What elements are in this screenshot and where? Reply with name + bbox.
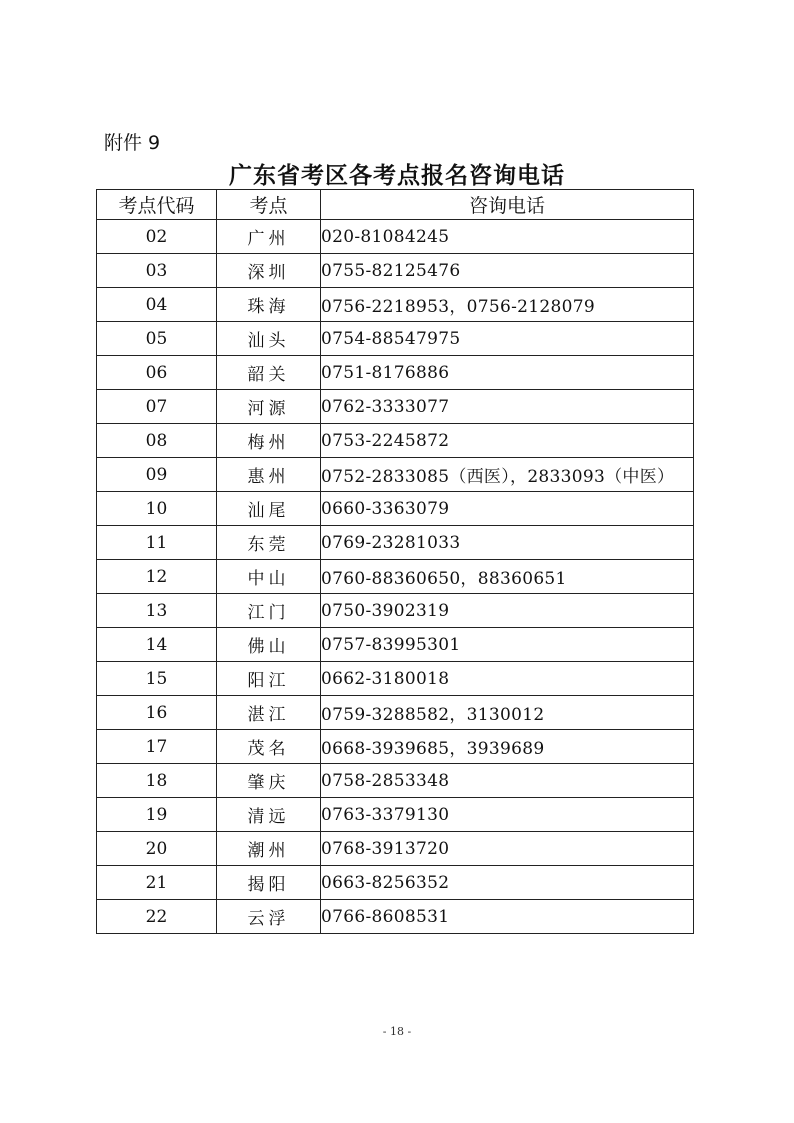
attachment-label: 附件 9 xyxy=(104,132,161,154)
phone-cell: 0754-88547975 xyxy=(321,322,694,356)
table-row xyxy=(97,696,694,730)
city-cell: 阳江 xyxy=(217,662,321,696)
code-cell: 21 xyxy=(97,866,217,900)
city-cell: 韶关 xyxy=(217,356,321,390)
table-row xyxy=(97,832,694,866)
table-row xyxy=(97,866,694,900)
code-cell: 08 xyxy=(97,424,217,458)
phone-cell: 0660-3363079 xyxy=(321,492,694,526)
phone-cell: 0750-3902319 xyxy=(321,594,694,628)
code-cell: 14 xyxy=(97,628,217,662)
table-row xyxy=(97,288,694,322)
phone-cell: 0755-82125476 xyxy=(321,254,694,288)
city-cell: 惠州 xyxy=(217,458,321,492)
table-row xyxy=(97,560,694,594)
city-cell: 汕尾 xyxy=(217,492,321,526)
city-cell: 佛山 xyxy=(217,628,321,662)
phone-cell: 0662-3180018 xyxy=(321,662,694,696)
column-header-city: 考点 xyxy=(217,190,321,220)
phone-cell: 0663-8256352 xyxy=(321,866,694,900)
phone-cell: 0752-2833085（西医），2833093（中医） xyxy=(321,458,694,492)
code-cell: 03 xyxy=(97,254,217,288)
code-cell: 16 xyxy=(97,696,217,730)
table-row xyxy=(97,356,694,390)
code-cell: 13 xyxy=(97,594,217,628)
city-cell: 广州 xyxy=(217,220,321,254)
code-cell: 17 xyxy=(97,730,217,764)
city-cell: 肇庆 xyxy=(217,764,321,798)
column-header-code: 考点代码 xyxy=(97,190,217,220)
city-cell: 深圳 xyxy=(217,254,321,288)
table-row xyxy=(97,390,694,424)
city-cell: 清远 xyxy=(217,798,321,832)
phone-cell: 020-81084245 xyxy=(321,220,694,254)
code-cell: 19 xyxy=(97,798,217,832)
phone-cell: 0751-8176886 xyxy=(321,356,694,390)
consultation-phone-table xyxy=(96,189,694,934)
phone-cell: 0756-2218953，0756-2128079 xyxy=(321,288,694,322)
code-cell: 20 xyxy=(97,832,217,866)
table-row xyxy=(97,424,694,458)
table-row xyxy=(97,254,694,288)
page-number: - 18 - xyxy=(382,1025,412,1038)
code-cell: 18 xyxy=(97,764,217,798)
phone-cell: 0759-3288582，3130012 xyxy=(321,696,694,730)
code-cell: 15 xyxy=(97,662,217,696)
city-cell: 云浮 xyxy=(217,900,321,934)
table-row xyxy=(97,492,694,526)
phone-cell: 0753-2245872 xyxy=(321,424,694,458)
phone-cell: 0766-8608531 xyxy=(321,900,694,934)
table-row xyxy=(97,628,694,662)
city-cell: 江门 xyxy=(217,594,321,628)
phone-cell: 0762-3333077 xyxy=(321,390,694,424)
code-cell: 07 xyxy=(97,390,217,424)
code-cell: 06 xyxy=(97,356,217,390)
code-cell: 11 xyxy=(97,526,217,560)
phone-cell: 0668-3939685，3939689 xyxy=(321,730,694,764)
phone-cell: 0768-3913720 xyxy=(321,832,694,866)
city-cell: 中山 xyxy=(217,560,321,594)
city-cell: 汕头 xyxy=(217,322,321,356)
table-row xyxy=(97,458,694,492)
city-cell: 珠海 xyxy=(217,288,321,322)
table-row xyxy=(97,322,694,356)
phone-cell: 0758-2853348 xyxy=(321,764,694,798)
phone-cell: 0769-23281033 xyxy=(321,526,694,560)
city-cell: 揭阳 xyxy=(217,866,321,900)
code-cell: 09 xyxy=(97,458,217,492)
code-cell: 02 xyxy=(97,220,217,254)
code-cell: 04 xyxy=(97,288,217,322)
city-cell: 东莞 xyxy=(217,526,321,560)
phone-cell: 0760-88360650，88360651 xyxy=(321,560,694,594)
table-row xyxy=(97,594,694,628)
column-header-phone: 咨询电话 xyxy=(321,190,694,220)
code-cell: 12 xyxy=(97,560,217,594)
phone-cell: 0757-83995301 xyxy=(321,628,694,662)
city-cell: 湛江 xyxy=(217,696,321,730)
table-row xyxy=(97,764,694,798)
city-cell: 潮州 xyxy=(217,832,321,866)
phone-cell: 0763-3379130 xyxy=(321,798,694,832)
city-cell: 梅州 xyxy=(217,424,321,458)
code-cell: 05 xyxy=(97,322,217,356)
table-row xyxy=(97,730,694,764)
table-row xyxy=(97,662,694,696)
table-row xyxy=(97,526,694,560)
table-row xyxy=(97,798,694,832)
code-cell: 10 xyxy=(97,492,217,526)
table-body xyxy=(97,220,694,934)
city-cell: 河源 xyxy=(217,390,321,424)
table-row xyxy=(97,220,694,254)
code-cell: 22 xyxy=(97,900,217,934)
table-row xyxy=(97,900,694,934)
city-cell: 茂名 xyxy=(217,730,321,764)
table-header-row xyxy=(97,190,694,220)
page-title: 广东省考区各考点报名咨询电话 xyxy=(229,162,565,189)
